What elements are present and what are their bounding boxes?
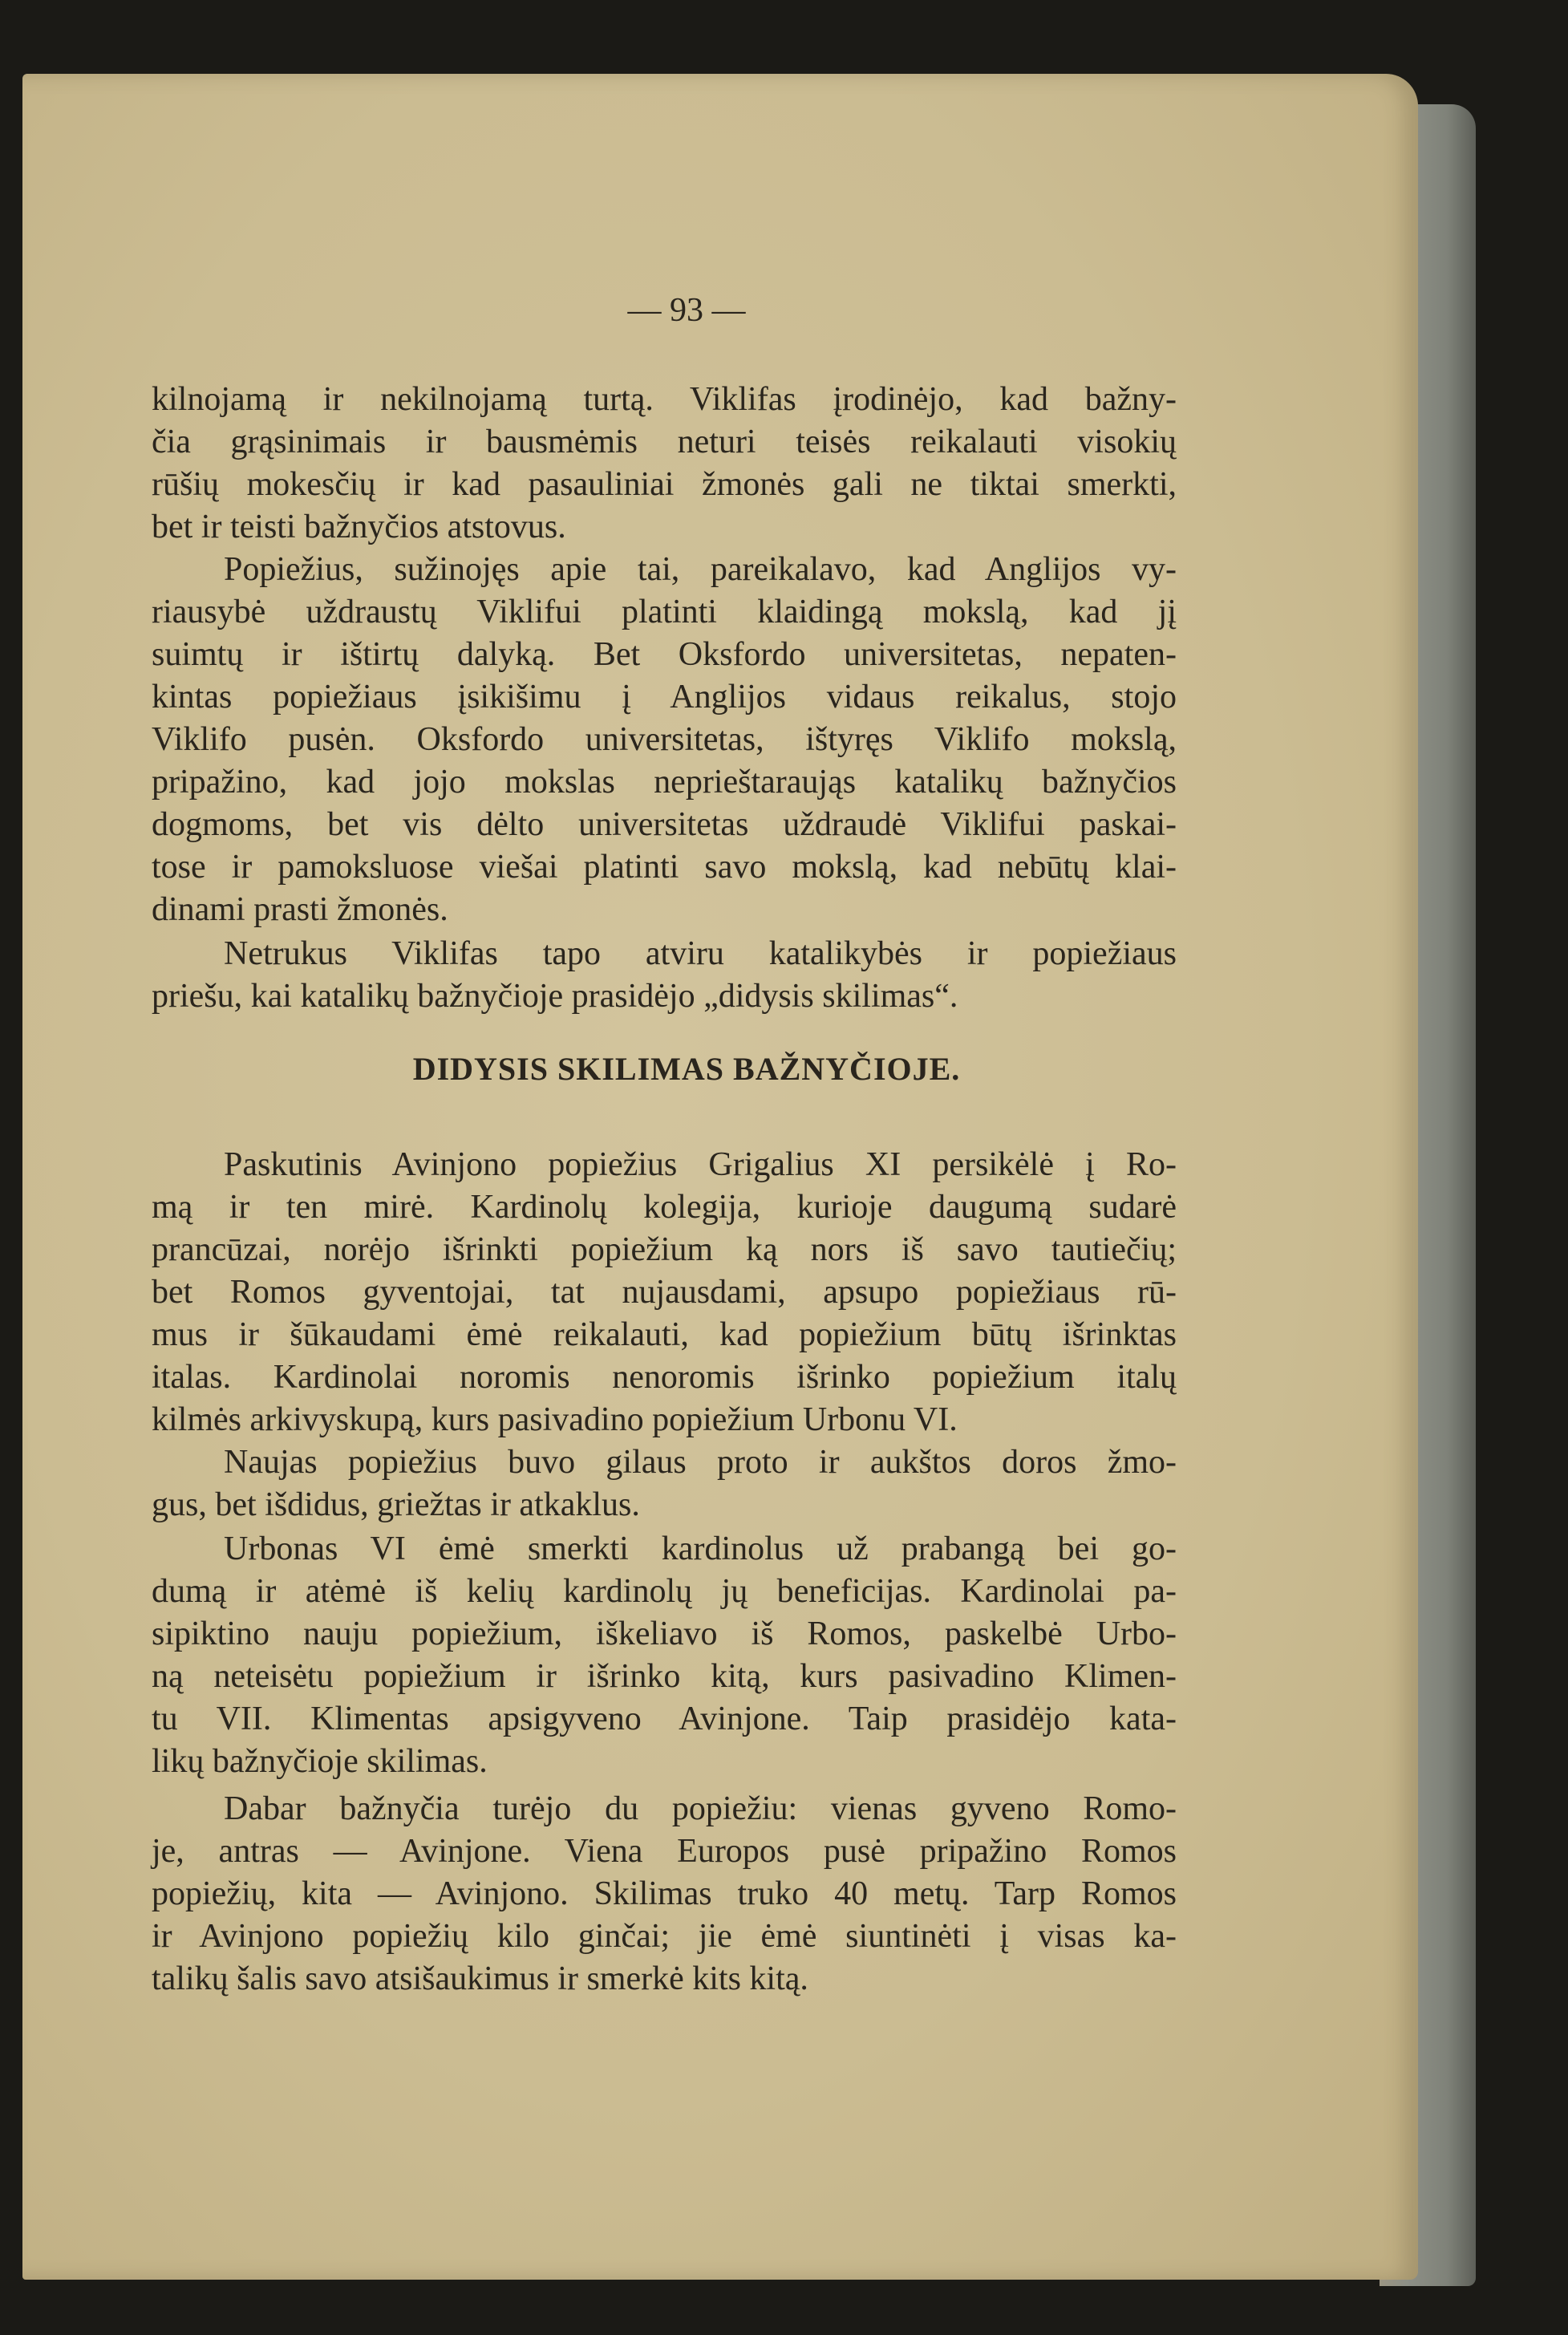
book-page	[22, 74, 1418, 2280]
text-line: kilmės arkivyskupą, kurs pasivadino popiežium Urbonu VI.	[152, 1401, 958, 1438]
text-line: popiežių, kita — Avinjono. Skilimas truko 40 metų. Tarp Romos	[152, 1875, 1177, 1912]
text-line: mus ir šūkaudami ėmė reikalauti, kad popiežium būtų išrinktas	[152, 1316, 1177, 1353]
text-line: dogmoms, bet vis dėlto universitetas uždraudė Viklifui paskai-	[152, 806, 1177, 843]
text-line: bet ir teisti bažnyčios atstovus.	[152, 509, 566, 545]
paragraph	[152, 1144, 1177, 1441]
text-line: priešu, kai katalikų bažnyčioje prasidėjo „didysis skilimas“.	[152, 978, 958, 1015]
text-line: dumą ir atėmė iš kelių kardinolų jų beneficijas. Kardinolai pa-	[152, 1573, 1177, 1610]
text-line: suimtų ir ištirtų dalyką. Bet Oksfordo universitetas, nepaten-	[152, 636, 1177, 673]
section-heading: DIDYSIS SKILIMAS BAŽNYČIOJE.	[412, 1051, 961, 1087]
text-line: italas. Kardinolai noromis nenoromis išrinko popiežium italų	[152, 1359, 1177, 1396]
text-line: tu VII. Klimentas apsigyveno Avinjone. Taip prasidėjo kata-	[152, 1701, 1177, 1737]
text-line: čia grąsinimais ir bausmėmis neturi teisės reikalauti visokių	[152, 424, 1177, 460]
text-line: bet Romos gyventojai, tat nujausdami, apsupo popiežiaus rū-	[152, 1274, 1177, 1311]
text-line: riausybė uždraustų Viklifui platinti klaidingą mokslą, kad jį	[152, 594, 1177, 630]
text-line: ną neteisėtu popiežium ir išrinko kitą, kurs pasivadino Klimen-	[152, 1658, 1177, 1695]
text-line: Popiežius, sužinojęs apie tai, pareikalavo, kad Anglijos vy-	[224, 551, 1177, 588]
text-before-heading	[152, 379, 1177, 1018]
paragraph	[152, 1441, 1177, 1526]
paragraph	[152, 549, 1177, 931]
text-line: ir Avinjono popiežių kilo ginčai; jie ėmė siuntinėti į visas ka-	[152, 1918, 1177, 1955]
text-line: tose ir pamoksluose viešai platinti savo mokslą, kad nebūtų klai-	[152, 849, 1177, 886]
text-after-heading	[152, 1144, 1177, 2001]
paragraph	[152, 1528, 1177, 1783]
text-line: rūšių mokesčių ir kad pasauliniai žmonės gali ne tiktai smerkti,	[152, 466, 1177, 503]
text-line: dinami prasti žmonės.	[152, 891, 448, 928]
text-line: je, antras — Avinjone. Viena Europos pusė pripažino Romos	[152, 1833, 1177, 1870]
text-line: talikų šalis savo atsišaukimus ir smerkė kits kitą.	[152, 1960, 808, 1997]
text-line: Netrukus Viklifas tapo atviru katalikybės ir popiežiaus	[224, 935, 1177, 972]
paragraph	[152, 379, 1177, 549]
text-line: sipiktino nauju popiežium, iškeliavo iš Romos, paskelbė Urbo-	[152, 1615, 1177, 1652]
text-line: mą ir ten mirė. Kardinolų kolegija, kurioje daugumą sudarė	[152, 1189, 1177, 1226]
paragraph	[152, 1788, 1177, 2001]
page-number: — 93 —	[627, 292, 746, 329]
text-line: Urbonas VI ėmė smerkti kardinolus už prabangą bei go-	[224, 1530, 1177, 1567]
text-line: pripažino, kad jojo mokslas neprieštaraująs katalikų bažnyčios	[152, 764, 1177, 801]
text-line: Viklifo pusėn. Oksfordo universitetas, ištyręs Viklifo mokslą,	[152, 721, 1177, 758]
text-line: Naujas popiežius buvo gilaus proto ir aukštos doros žmo-	[224, 1444, 1177, 1481]
text-line: kilnojamą ir nekilnojamą turtą. Viklifas įrodinėjo, kad bažny-	[152, 381, 1177, 418]
text-line: kintas popiežiaus įsikišimu į Anglijos vidaus reikalus, stojo	[152, 679, 1177, 715]
text-line: gus, bet išdidus, griežtas ir atkaklus.	[152, 1486, 640, 1523]
text-line: prancūzai, norėjo išrinkti popiežium ką nors iš savo tautiečių;	[152, 1231, 1177, 1268]
text-line: likų bažnyčioje skilimas.	[152, 1743, 488, 1780]
paragraph	[152, 933, 1177, 1018]
text-line: Paskutinis Avinjono popiežius Grigalius XI persikėlė į Ro-	[224, 1146, 1177, 1183]
text-line: Dabar bažnyčia turėjo du popiežiu: vienas gyveno Romo-	[224, 1790, 1177, 1827]
